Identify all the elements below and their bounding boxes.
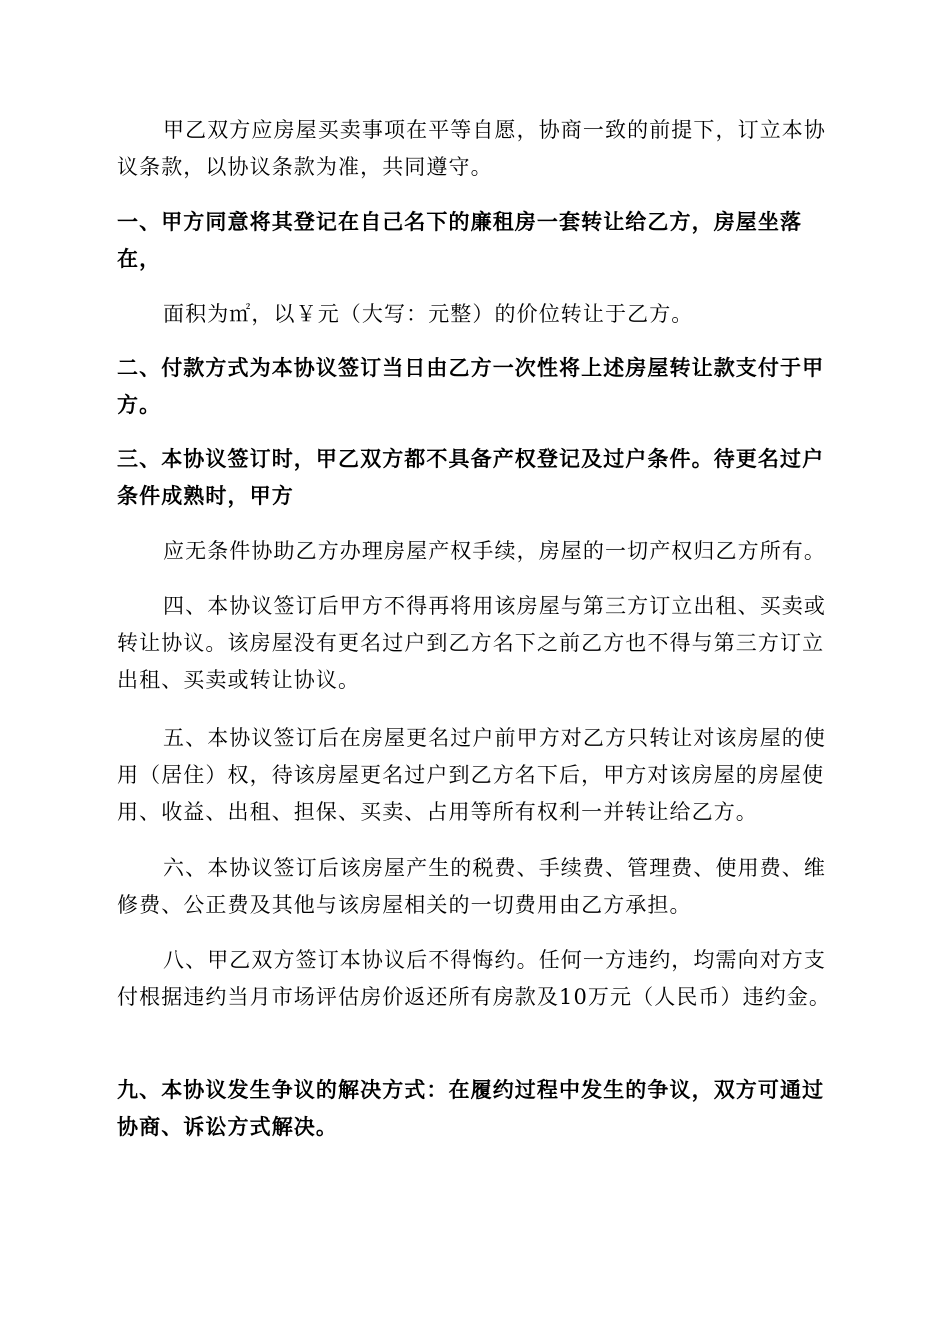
area-price-paragraph: 面积为㎡，以￥元（大写：元整）的价位转让于乙方。 [163,302,694,326]
clause-nine-heading: 九、本协议发生争议的解决方式：在履约过程中发生的争议，双方可通过协商、诉讼方式解决。 [117,1078,825,1139]
clause-six-paragraph: 六、本协议签订后该房屋产生的税费、手续费、管理费、使用费、维修费、公正费及其他与该房屋相关的一切费用由乙方承担。 [117,856,826,917]
clause-five-paragraph: 五、本协议签订后在房屋更名过户前甲方对乙方只转让对该房屋的使用（居住）权，待该房屋更名过户到乙方名下后，甲方对该房屋的房屋使用、收益、出租、担保、买卖、占用等所有权利一并转让给乙方。 [117,726,826,824]
clause-eight-paragraph: 八、甲乙双方签订本协议后不得悔约。任何一方违约，均需向对方支付根据违约当月市场评估房价返还所有房款及10万元（人民币）违约金。 [117,948,832,1009]
clause-one-heading: 一、甲方同意将其登记在自己名下的廉租房一套转让给乙方，房屋坐落在， [117,210,803,271]
intro-paragraph: 甲乙双方应房屋买卖事项在平等自愿，协商一致的前提下，订立本协议条款，以协议条款为准，共同遵守。 [117,118,826,179]
clause-four-paragraph: 四、本协议签订后甲方不得再将用该房屋与第三方订立出租、买卖或转让协议。该房屋没有更名过户到乙方名下之前乙方也不得与第三方订立出租、买卖或转让协议。 [117,594,826,692]
clause-three-heading: 三、本协议签订时，甲乙双方都不具备产权登记及过户条件。待更名过户条件成熟时，甲方 [117,447,825,508]
clause-two-heading: 二、付款方式为本协议签订当日由乙方一次性将上述房屋转让款支付于甲方。 [117,356,825,417]
clause-three-continuation: 应无条件协助乙方办理房屋产权手续，房屋的一切产权归乙方所有。 [163,539,826,563]
